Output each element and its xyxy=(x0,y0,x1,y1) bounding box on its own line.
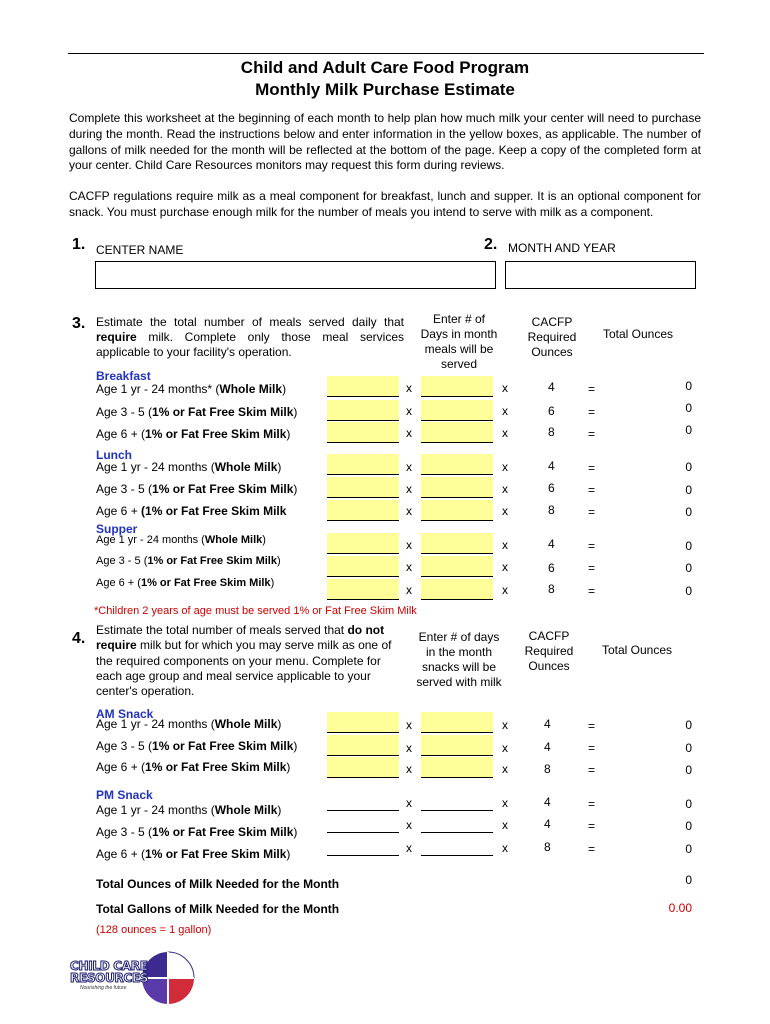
breakfast-age3-meals-input[interactable] xyxy=(327,400,399,421)
lunch-age1-ounces: 4 xyxy=(548,459,555,473)
center-name-field[interactable] xyxy=(95,261,496,289)
pm-snack-age3-ounces: 4 xyxy=(544,817,551,831)
supper-age3-days-input[interactable] xyxy=(421,556,493,577)
section-4-required-header: CACFP Required Ounces xyxy=(524,629,574,673)
breakfast-age6-times-1: x xyxy=(406,426,412,440)
am-snack-age3-days-input[interactable] xyxy=(421,735,493,756)
supper-age6-ounces: 8 xyxy=(548,582,555,596)
pm-snack-age3-label xyxy=(96,825,297,839)
am-snack-age6-equals: = xyxy=(588,763,596,777)
pm-snack-age6-equals: = xyxy=(588,842,596,856)
breakfast-age6-times-2: x xyxy=(502,426,508,440)
lunch-age3-milk: 1% or Fat Free Skim Milk xyxy=(152,482,294,496)
pm-snack-age1-equals: = xyxy=(588,797,596,811)
breakfast-age6-days-input[interactable] xyxy=(421,422,493,443)
children-note: *Children 2 years of age must be served 1% or Fat Free Skim Milk xyxy=(94,605,417,617)
logo-line-2: RESOURCES xyxy=(70,971,149,985)
am-snack-age1-times-1: x xyxy=(406,718,412,732)
am-snack-age6-prefix: Age 6 + ( xyxy=(96,760,146,774)
lunch-age3-total: 0 xyxy=(685,483,692,497)
am-snack-age6-meals-input[interactable] xyxy=(327,757,399,778)
am-snack-age1-meals-input[interactable] xyxy=(327,712,399,733)
lunch-age3-suffix: ) xyxy=(293,482,298,496)
supper-age3-times-1: x xyxy=(406,560,412,574)
breakfast-age6-suffix: ) xyxy=(286,427,291,441)
supper-age1-ounces: 4 xyxy=(548,537,555,551)
lunch-age3-prefix: Age 3 - 5 ( xyxy=(96,482,153,496)
supper-age1-suffix: ) xyxy=(262,534,266,546)
am-snack-age3-total: 0 xyxy=(685,741,692,755)
am-snack-age3-prefix: Age 3 - 5 ( xyxy=(96,739,153,753)
supper-age3-suffix: ) xyxy=(276,555,281,567)
pm-snack-age1-times-1: x xyxy=(406,796,412,810)
pm-snack-age6-times-2: x xyxy=(502,841,508,855)
am-snack-age1-total: 0 xyxy=(685,718,692,732)
top-rule xyxy=(68,53,704,54)
am-snack-age6-suffix: ) xyxy=(286,760,291,774)
breakfast-age1-label xyxy=(96,382,286,396)
supper-age3-times-2: x xyxy=(502,560,508,574)
breakfast-age6-label xyxy=(96,427,290,441)
pm-snack-age6-ounces: 8 xyxy=(544,840,551,854)
supper-age1-prefix: Age 1 yr - 24 months ( xyxy=(96,534,205,546)
lunch-age3-days-input[interactable] xyxy=(421,477,493,498)
section-4-number: 4. xyxy=(72,630,86,647)
pm-snack-age1-meals-input[interactable] xyxy=(327,790,399,811)
breakfast-age3-milk: 1% or Fat Free Skim Milk xyxy=(152,405,294,419)
supper-age1-label xyxy=(96,534,266,546)
supper-age3-ounces: 6 xyxy=(548,561,555,575)
lunch-age6-ounces: 8 xyxy=(548,503,555,517)
am-snack-age3-suffix: ) xyxy=(293,739,298,753)
am-snack-age3-times-2: x xyxy=(502,741,508,755)
lunch-age1-label xyxy=(96,460,281,474)
supper-age6-milk: 1% or Fat Free Skim Milk xyxy=(140,577,271,589)
supper-age3-label xyxy=(96,555,281,567)
breakfast-age3-total: 0 xyxy=(685,401,692,415)
breakfast-age6-milk: 1% or Fat Free Skim Milk xyxy=(145,427,287,441)
supper-age3-prefix: Age 3 - 5 ( xyxy=(96,555,148,567)
section-3-instr-a: Estimate the total number of meals served daily that xyxy=(96,315,404,329)
logo-tagline: Nourishing the future xyxy=(80,985,127,991)
breakfast-age1-times-2: x xyxy=(502,381,508,395)
pm-snack-age1-milk: Whole Milk xyxy=(214,803,278,817)
section-4-instr-a: Estimate the total number of meals served that xyxy=(96,623,348,637)
month-year-label: MONTH AND YEAR xyxy=(508,241,616,255)
am-snack-age3-milk: 1% or Fat Free Skim Milk xyxy=(152,739,294,753)
breakfast-label: Breakfast xyxy=(96,369,151,383)
breakfast-age1-meals-input[interactable] xyxy=(327,376,399,397)
breakfast-age1-times-1: x xyxy=(406,381,412,395)
lunch-age6-times-2: x xyxy=(502,504,508,518)
child-care-resources-logo xyxy=(68,950,198,1006)
am-snack-label: AM Snack xyxy=(96,707,154,721)
center-name-label: CENTER NAME xyxy=(96,243,184,257)
supper-age3-equals: = xyxy=(588,561,596,575)
lunch-age6-total: 0 xyxy=(685,505,692,519)
lunch-age3-equals: = xyxy=(588,483,596,497)
am-snack-age1-prefix: Age 1 yr - 24 months ( xyxy=(96,717,215,731)
supper-age1-days-input[interactable] xyxy=(421,533,493,554)
supper-label: Supper xyxy=(96,522,138,536)
breakfast-age6-ounces: 8 xyxy=(548,425,555,439)
am-snack-age1-ounces: 4 xyxy=(544,717,551,731)
section-3-required-header: CACFP Required Ounces xyxy=(527,315,577,359)
pm-snack-age6-times-1: x xyxy=(406,841,412,855)
am-snack-age3-label xyxy=(96,739,297,753)
pm-snack-age3-times-2: x xyxy=(502,818,508,832)
breakfast-age1-suffix: ) xyxy=(282,382,287,396)
lunch-age1-times-2: x xyxy=(502,460,508,474)
intro-paragraph: Complete this worksheet at the beginning of each month to help plan how much milk your center will need to purchase during the month. Read the instructions below and enter information in the yellow boxes, as applicable. The number of gallons of milk needed for the month will be reflected at the bottom of the page. Keep a copy of the completed form at your center. Child Care Resources monitors may request this form during reviews. xyxy=(69,111,701,173)
pm-snack-age3-meals-input[interactable] xyxy=(327,812,399,833)
am-snack-age6-milk: 1% or Fat Free Skim Milk xyxy=(145,760,287,774)
supper-age6-meals-input[interactable] xyxy=(327,579,399,600)
section-4-days-header: Enter # of days in the month snacks will be served with milk xyxy=(416,630,502,689)
lunch-age3-label xyxy=(96,482,297,496)
total-gallons-label: Total Gallons of Milk Needed for the Month xyxy=(96,902,340,916)
lunch-age6-days-input[interactable] xyxy=(421,500,493,521)
am-snack-age1-days-input[interactable] xyxy=(421,712,493,733)
pm-snack-age3-milk: 1% or Fat Free Skim Milk xyxy=(152,825,294,839)
pm-snack-age6-meals-input[interactable] xyxy=(327,835,399,856)
pm-snack-age1-ounces: 4 xyxy=(544,795,551,809)
lunch-age6-prefix: Age 6 + xyxy=(96,504,142,518)
section-1-number: 1. xyxy=(72,236,86,253)
pm-snack-age1-times-2: x xyxy=(502,796,508,810)
breakfast-age3-times-1: x xyxy=(406,404,412,418)
am-snack-age1-label xyxy=(96,717,281,731)
supper-age3-total: 0 xyxy=(685,561,692,575)
section-4-total-header: Total Ounces xyxy=(601,643,673,657)
lunch-age6-equals: = xyxy=(588,505,596,519)
supper-age1-times-1: x xyxy=(406,538,412,552)
breakfast-age3-label xyxy=(96,405,297,419)
section-3-total-header: Total Ounces xyxy=(602,327,674,341)
supper-age6-total: 0 xyxy=(685,584,692,598)
lunch-age1-days-input[interactable] xyxy=(421,454,493,475)
pm-snack-age3-total: 0 xyxy=(685,819,692,833)
pm-snack-age6-milk: 1% or Fat Free Skim Milk xyxy=(145,847,287,861)
am-snack-age3-ounces: 4 xyxy=(544,740,551,754)
total-ounces-label: Total Ounces of Milk Needed for the Month xyxy=(96,877,340,891)
am-snack-age6-times-1: x xyxy=(406,762,412,776)
supper-age1-times-2: x xyxy=(502,538,508,552)
breakfast-age1-ounces: 4 xyxy=(548,380,555,394)
pm-snack-age6-label xyxy=(96,847,290,861)
logo-line-1: CHILD CARE xyxy=(70,959,148,973)
am-snack-age6-days-input[interactable] xyxy=(421,757,493,778)
lunch-age6-label xyxy=(96,504,286,518)
breakfast-age3-suffix: ) xyxy=(293,405,298,419)
breakfast-age1-prefix: Age 1 yr - 24 months* ( xyxy=(96,382,220,396)
breakfast-age3-prefix: Age 3 - 5 ( xyxy=(96,405,153,419)
breakfast-age3-equals: = xyxy=(588,405,596,419)
breakfast-age6-meals-input[interactable] xyxy=(327,422,399,443)
section-3-number: 3. xyxy=(72,315,86,332)
regulation-paragraph: CACFP regulations require milk as a meal component for breakfast, lunch and supper. It is an optional component for snack. You must purchase enough milk for the number of meals you intend to serve with milk as a component. xyxy=(69,189,701,219)
lunch-age1-prefix: Age 1 yr - 24 months ( xyxy=(96,460,215,474)
gallon-note: (128 ounces = 1 gallon) xyxy=(96,924,212,936)
supper-age6-times-2: x xyxy=(502,583,508,597)
lunch-age3-ounces: 6 xyxy=(548,481,555,495)
section-4-instructions xyxy=(96,623,396,699)
section-4-instr-b: do not require xyxy=(96,623,385,653)
section-4-instr-c: milk but for which you may serve milk as one of the required components on your menu. Complete for each age group and meal service applicable to your center's operation. xyxy=(96,638,392,699)
am-snack-age3-meals-input[interactable] xyxy=(327,735,399,756)
supper-age6-times-1: x xyxy=(406,583,412,597)
pm-snack-age3-suffix: ) xyxy=(293,825,298,839)
am-snack-age3-times-1: x xyxy=(406,741,412,755)
lunch-age1-milk: Whole Milk xyxy=(214,460,278,474)
lunch-age6-times-1: x xyxy=(406,504,412,518)
supper-age1-meals-input[interactable] xyxy=(327,533,399,554)
section-3-instr-b: require xyxy=(96,330,137,344)
breakfast-age6-total: 0 xyxy=(685,423,692,437)
lunch-label: Lunch xyxy=(96,448,132,462)
breakfast-age6-prefix: Age 6 + ( xyxy=(96,427,146,441)
am-snack-age1-times-2: x xyxy=(502,718,508,732)
total-ounces-value: 0 xyxy=(685,873,692,887)
breakfast-age6-equals: = xyxy=(588,427,596,441)
section-2-number: 2. xyxy=(484,236,498,253)
supper-age1-equals: = xyxy=(588,539,596,553)
pm-snack-age1-label xyxy=(96,803,281,817)
lunch-age1-total: 0 xyxy=(685,460,692,474)
am-snack-age3-equals: = xyxy=(588,741,596,755)
supper-age6-equals: = xyxy=(588,584,596,598)
pm-snack-age1-suffix: ) xyxy=(277,803,282,817)
lunch-age1-meals-input[interactable] xyxy=(327,454,399,475)
month-year-field[interactable] xyxy=(505,261,696,289)
supper-age6-prefix: Age 6 + ( xyxy=(96,577,141,589)
pm-snack-age6-days-input[interactable] xyxy=(421,835,493,856)
breakfast-age3-times-2: x xyxy=(502,404,508,418)
am-snack-age1-equals: = xyxy=(588,719,596,733)
breakfast-age1-milk: Whole Milk xyxy=(219,382,283,396)
breakfast-age3-days-input[interactable] xyxy=(421,400,493,421)
pm-snack-label: PM Snack xyxy=(96,788,153,802)
supper-age6-suffix: ) xyxy=(270,577,275,589)
am-snack-age6-ounces: 8 xyxy=(544,762,551,776)
am-snack-age6-label xyxy=(96,760,290,774)
pm-snack-age1-days-input[interactable] xyxy=(421,790,493,811)
pm-snack-age3-times-1: x xyxy=(406,818,412,832)
section-3-days-header: Enter # of Days in month meals will be served xyxy=(420,312,498,371)
lunch-age1-equals: = xyxy=(588,461,596,475)
lunch-age3-meals-input[interactable] xyxy=(327,477,399,498)
am-snack-age1-milk: Whole Milk xyxy=(214,717,278,731)
pm-snack-age1-prefix: Age 1 yr - 24 months ( xyxy=(96,803,215,817)
section-3-instr-c: milk. Complete only those meal services applicable to your facility's operation. xyxy=(96,330,404,359)
pm-snack-age3-equals: = xyxy=(588,819,596,833)
supper-age3-meals-input[interactable] xyxy=(327,556,399,577)
lunch-age6-meals-input[interactable] xyxy=(327,500,399,521)
supper-age6-label xyxy=(96,577,274,589)
supper-age6-days-input[interactable] xyxy=(421,579,493,600)
am-snack-age6-times-2: x xyxy=(502,762,508,776)
pm-snack-age6-suffix: ) xyxy=(286,847,291,861)
supper-age1-total: 0 xyxy=(685,539,692,553)
pm-snack-age3-prefix: Age 3 - 5 ( xyxy=(96,825,153,839)
total-gallons-value: 0.00 xyxy=(668,901,692,915)
supper-age3-milk: 1% or Fat Free Skim Milk xyxy=(147,555,277,567)
breakfast-age1-days-input[interactable] xyxy=(421,376,493,397)
breakfast-age3-ounces: 6 xyxy=(548,404,555,418)
pm-snack-age6-total: 0 xyxy=(685,842,692,856)
pm-snack-age3-days-input[interactable] xyxy=(421,812,493,833)
am-snack-age6-total: 0 xyxy=(685,763,692,777)
supper-age1-milk: Whole Milk xyxy=(204,534,263,546)
section-3-instructions xyxy=(96,315,404,360)
pm-snack-age1-total: 0 xyxy=(685,797,692,811)
lunch-age1-suffix: ) xyxy=(277,460,282,474)
breakfast-age1-total: 0 xyxy=(685,379,692,393)
am-snack-age1-suffix: ) xyxy=(277,717,282,731)
pm-snack-age6-prefix: Age 6 + ( xyxy=(96,847,146,861)
lunch-age1-times-1: x xyxy=(406,460,412,474)
title-line-2: Monthly Milk Purchase Estimate xyxy=(255,80,515,99)
title-line-1: Child and Adult Care Food Program xyxy=(240,58,530,77)
lunch-age6-milk: (1% or Fat Free Skim Milk xyxy=(141,504,287,518)
lunch-age3-times-2: x xyxy=(502,482,508,496)
lunch-age3-times-1: x xyxy=(406,482,412,496)
breakfast-age1-equals: = xyxy=(588,382,596,396)
